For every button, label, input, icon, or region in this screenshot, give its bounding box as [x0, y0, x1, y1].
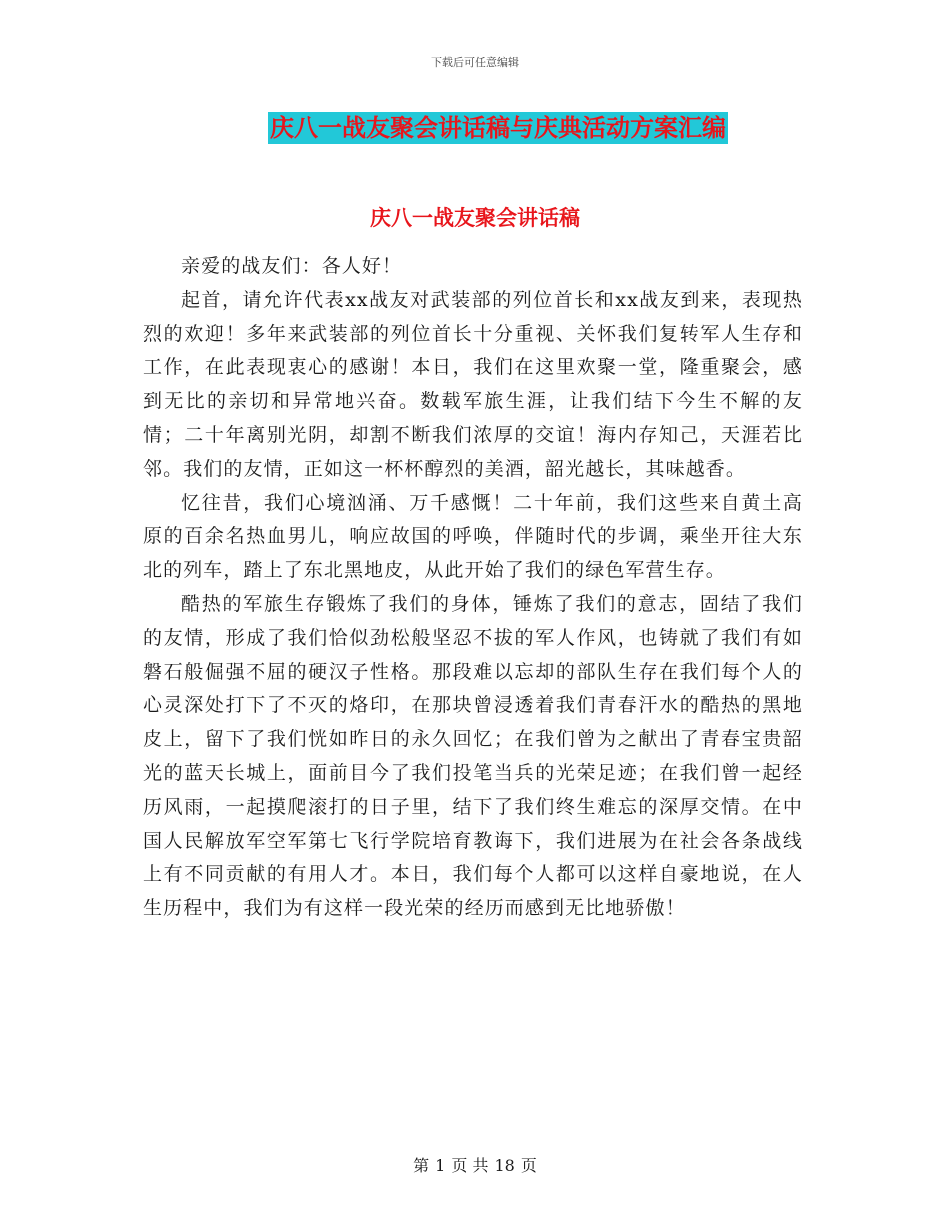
footer-prefix: 第 — [413, 1156, 430, 1175]
paragraph: 酷热的军旅生存锻炼了我们的身体，锤炼了我们的意志，固结了我们的友情，形成了我们恰似劲松般坚忍不拔的军人作风，也铸就了我们有如磐石般倔强不屈的硬汉子性格。那段难以忘却的部队生存在我们每个人的心灵深处打下了不灭的烙印，在那块曾浸透着我们青春汗水的酷热的黑地皮上，留下了我们恍如昨日的永久回忆；在我们曾为之献出了青春宝贵韶光的蓝天长城上，面前目今了我们投笔当兵的光荣足迹；在我们曾一起经历风雨，一起摸爬滚打的日子里，结下了我们终生难忘的深厚交情。在中国人民解放军空军第七飞行学院培育教诲下，我们进展为在社会各条战线上有不同贡献的有用人才。本日，我们每个人都可以这样自豪地说，在人生历程中，我们为有这样一段光荣的经历而感到无比地骄傲！ — [143, 592, 803, 920]
page-footer — [0, 1153, 950, 1176]
paragraph-greeting: 亲爱的战友们：各人好！ — [181, 255, 403, 277]
footer-middle: 页 共 — [451, 1156, 489, 1175]
body-text — [143, 250, 803, 926]
section-title: 庆八一战友聚会讲话稿 — [370, 206, 580, 230]
footer-suffix: 页 — [520, 1156, 537, 1175]
document-title: 庆八一战友聚会讲话稿与庆典活动方案汇编 — [270, 114, 726, 142]
footer-page-number: 1 — [435, 1156, 446, 1175]
footer-total-pages: 18 — [494, 1156, 515, 1175]
header-note: 下载后可任意编辑 — [431, 56, 519, 69]
document-title-wrap — [0, 112, 950, 144]
paragraph: 起首，请允许代表xx战友对武装部的列位首长和xx战友到来，表现热烈的欢迎！多年来武装部的列位首长十分重视、关怀我们复转军人生存和工作，在此表现衷心的感谢！本日，我们在这里欢聚一堂，隆重聚会，感到无比的亲切和异常地兴奋。数载军旅生涯，让我们结下今生不解的友情；二十年离别光阴，却割不断我们浓厚的交谊！海内存知己，天涯若比邻。我们的友情，正如这一杯杯醇烈的美酒，韶光越长，其味越香。 — [143, 288, 803, 480]
paragraph: 忆往昔，我们心境汹涌、万千感慨！二十年前，我们这些来自黄土高原的百余名热血男儿，响应故国的呼唤，伴随时代的步调，乘坐开往大东北的列车，踏上了东北黑地皮，从此开始了我们的绿色军营生存。 — [143, 491, 803, 582]
